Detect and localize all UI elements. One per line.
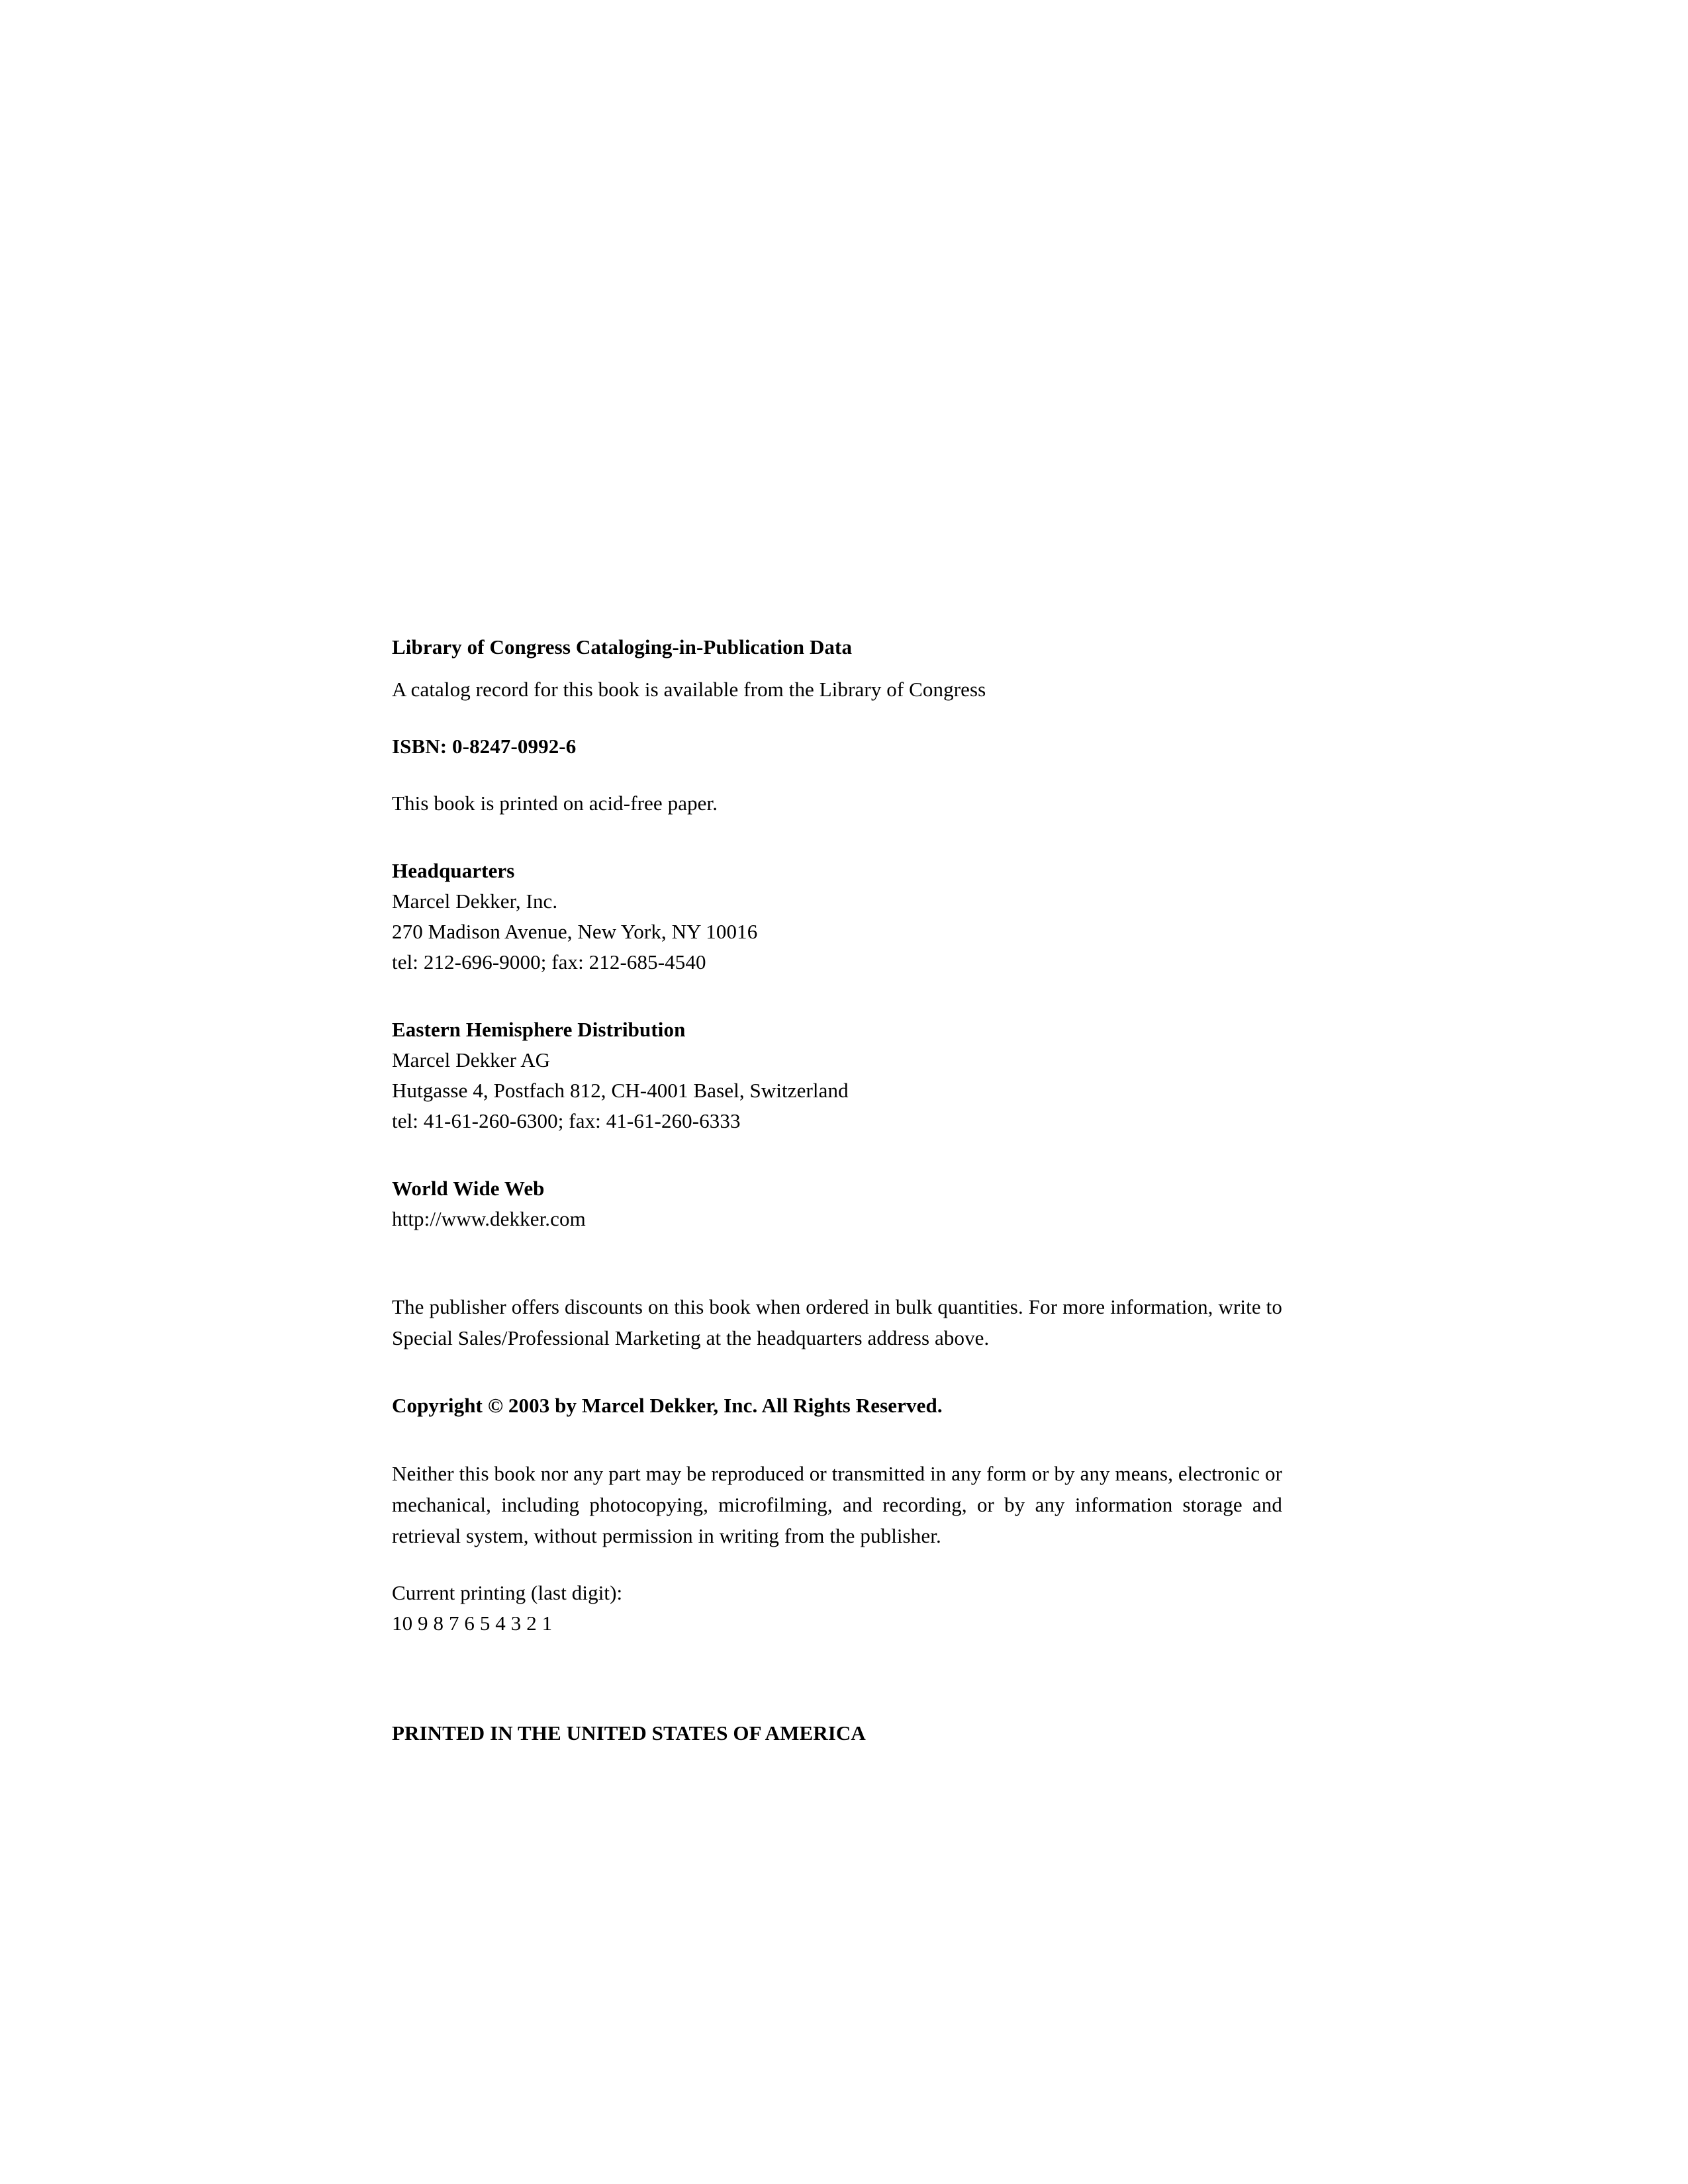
library-of-congress-block	[392, 632, 1282, 705]
spacer	[392, 1639, 1282, 1718]
spacer	[392, 978, 1282, 1015]
printed-in-block	[392, 1718, 1282, 1749]
eastern-address: Hutgasse 4, Postfach 812, CH-4001 Basel, Switzerland	[392, 1079, 849, 1102]
headquarters-heading: Headquarters	[392, 859, 515, 882]
bulk-discount-text: The publisher offers discounts on this book when ordered in bulk quantities. For more information, write to Special Sales/Professional Marketing at the headquarters address above.	[392, 1295, 1282, 1349]
eastern-heading: Eastern Hemisphere Distribution	[392, 1018, 686, 1041]
loc-heading: Library of Congress Cataloging-in-Publication Data	[392, 635, 853, 659]
headquarters-contact: tel: 212-696-9000; fax: 212-685-4540	[392, 950, 706, 974]
web-heading: World Wide Web	[392, 1177, 545, 1200]
acid-free-block	[392, 788, 1282, 819]
reproduction-notice: Neither this book nor any part may be reproduced or transmitted in any form or by any means, electronic or mechanical, including photocopying, microfilming, and recording, or by any information storage and retrieval system, without permission in writing from the publisher.	[392, 1462, 1282, 1547]
spacer	[392, 1353, 1282, 1390]
headquarters-company: Marcel Dekker, Inc.	[392, 889, 558, 913]
printing-label: Current printing (last digit):	[392, 1581, 623, 1604]
spacer	[392, 705, 1282, 731]
eastern-contact: tel: 41-61-260-6300; fax: 41-61-260-6333	[392, 1109, 741, 1132]
printing-block	[392, 1578, 1282, 1639]
printed-in-text: PRINTED IN THE UNITED STATES OF AMERICA	[392, 1721, 866, 1745]
world-wide-web-block	[392, 1173, 1282, 1234]
spacer	[392, 1421, 1282, 1458]
eastern-company: Marcel Dekker AG	[392, 1048, 551, 1071]
copyright-notice-block	[392, 1390, 1282, 1421]
printing-digits: 10 9 8 7 6 5 4 3 2 1	[392, 1612, 553, 1635]
spacer	[392, 1136, 1282, 1173]
spacer	[392, 1234, 1282, 1291]
copyright-notice: Copyright © 2003 by Marcel Dekker, Inc. All Rights Reserved.	[392, 1394, 943, 1417]
eastern-hemisphere-block	[392, 1015, 1282, 1136]
reproduction-notice-block	[392, 1458, 1282, 1551]
headquarters-block	[392, 856, 1282, 978]
web-url[interactable]: http://www.dekker.com	[392, 1207, 586, 1230]
spacer	[392, 1551, 1282, 1578]
headquarters-address: 270 Madison Avenue, New York, NY 10016	[392, 920, 758, 943]
isbn-value: ISBN: 0-8247-0992-6	[392, 735, 577, 758]
isbn-block	[392, 731, 1282, 762]
loc-catalog-text: A catalog record for this book is available from the Library of Congress	[392, 678, 986, 701]
spacer	[392, 819, 1282, 856]
acid-free-text: This book is printed on acid-free paper.	[392, 792, 718, 815]
bulk-discount-block	[392, 1291, 1282, 1353]
spacer	[392, 662, 1282, 674]
spacer	[392, 762, 1282, 788]
copyright-page-content	[392, 632, 1282, 1749]
